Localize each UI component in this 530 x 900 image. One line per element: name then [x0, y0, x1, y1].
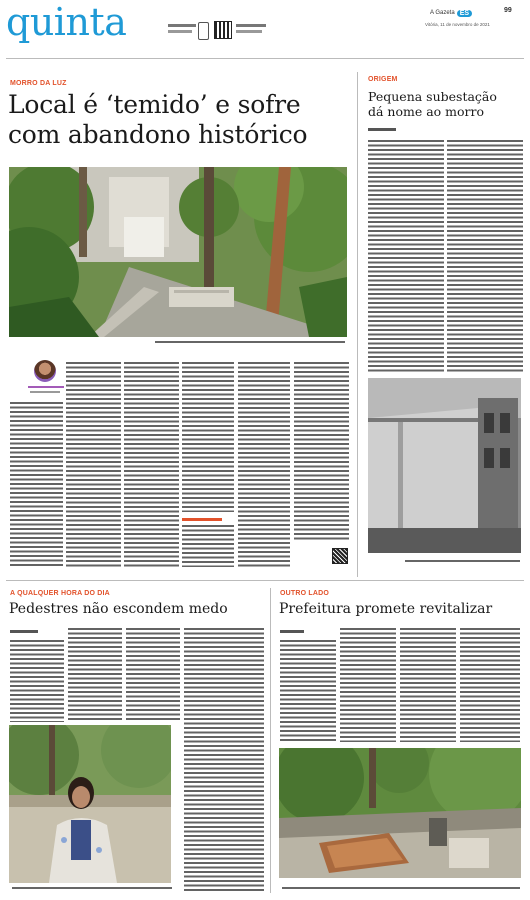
- main-body-col-4b: [182, 525, 234, 567]
- substation-photo: [368, 378, 521, 553]
- main-photo: [9, 167, 347, 337]
- day-label: quinta: [6, 0, 127, 44]
- prefeitura-headline: Prefeitura promete revitalizar: [279, 601, 493, 617]
- side-photo: [368, 378, 521, 553]
- side-photo-caption: [405, 560, 520, 564]
- main-headline: [8, 90, 353, 150]
- pedestres-photo-caption: [12, 887, 172, 891]
- paper-name: A Gazeta: [430, 10, 455, 16]
- side-body-col-2: [447, 140, 523, 372]
- main-headline-line-1: Local é ‘temido’ e sofre: [8, 90, 301, 119]
- main-body-col-4: [182, 362, 234, 512]
- section-divider: [6, 580, 524, 581]
- pedestrian-woman-photo: [9, 725, 171, 883]
- side-body-col-1: [368, 140, 444, 372]
- main-kicker: MORRO DA LUZ: [10, 80, 67, 87]
- pedestres-headline: Pedestres não escondem medo: [9, 601, 228, 617]
- prefeitura-byline: [280, 630, 304, 633]
- prefeitura-body-col-4: [460, 628, 520, 742]
- abandoned-site-photo: [279, 748, 521, 878]
- main-photo-caption: [155, 341, 345, 345]
- main-body-col-2: [66, 362, 121, 567]
- main-body-col-6: [294, 362, 349, 542]
- prefeitura-photo: [279, 748, 521, 878]
- qr-code-icon: [214, 21, 232, 39]
- prefeitura-kicker: OUTRO LADO: [280, 590, 330, 597]
- author-avatar: [34, 360, 56, 382]
- pedestres-body-col-2: [68, 628, 122, 722]
- promo-block: [168, 20, 278, 42]
- masthead-rule: [6, 58, 524, 59]
- pedestres-body-col-1: [10, 640, 64, 722]
- main-body-col-5: [238, 362, 290, 567]
- author-role: [30, 391, 60, 393]
- paper-logo: [430, 6, 472, 20]
- main-headline-line-2: com abandono histórico: [8, 120, 308, 149]
- side-headline: [368, 89, 526, 119]
- prefeitura-body-col-2: [340, 628, 396, 742]
- main-body-col-3: [124, 362, 179, 567]
- author-name: [28, 386, 64, 388]
- prefeitura-body-col-1: [280, 640, 336, 742]
- side-byline: [368, 128, 396, 131]
- side-kicker: ORIGEM: [368, 76, 398, 83]
- pedestres-body-col-3: [126, 628, 180, 722]
- bottom-column-divider: [270, 588, 271, 893]
- phone-icon: [198, 22, 209, 40]
- pedestres-body-col-4: [184, 628, 264, 893]
- side-headline-line-2: dá nome ao morro: [368, 104, 485, 119]
- pedestres-byline: [10, 630, 38, 633]
- pedestres-photo: [9, 725, 171, 883]
- column-divider: [357, 72, 358, 577]
- paper-badge: ES: [457, 10, 472, 17]
- subhead-marker: [182, 518, 222, 521]
- main-body-col-1: [10, 402, 63, 567]
- issue-date: Vitória, 11 de novembro de 2021: [425, 22, 490, 27]
- article-qr-code-icon: [332, 548, 348, 564]
- side-headline-line-1: Pequena subestação: [368, 89, 497, 104]
- pedestres-kicker: A QUALQUER HORA DO DIA: [10, 590, 110, 597]
- prefeitura-body-col-3: [400, 628, 456, 742]
- prefeitura-photo-caption: [282, 887, 520, 891]
- staircase-photo: [9, 167, 347, 337]
- page-number: 99: [504, 7, 512, 14]
